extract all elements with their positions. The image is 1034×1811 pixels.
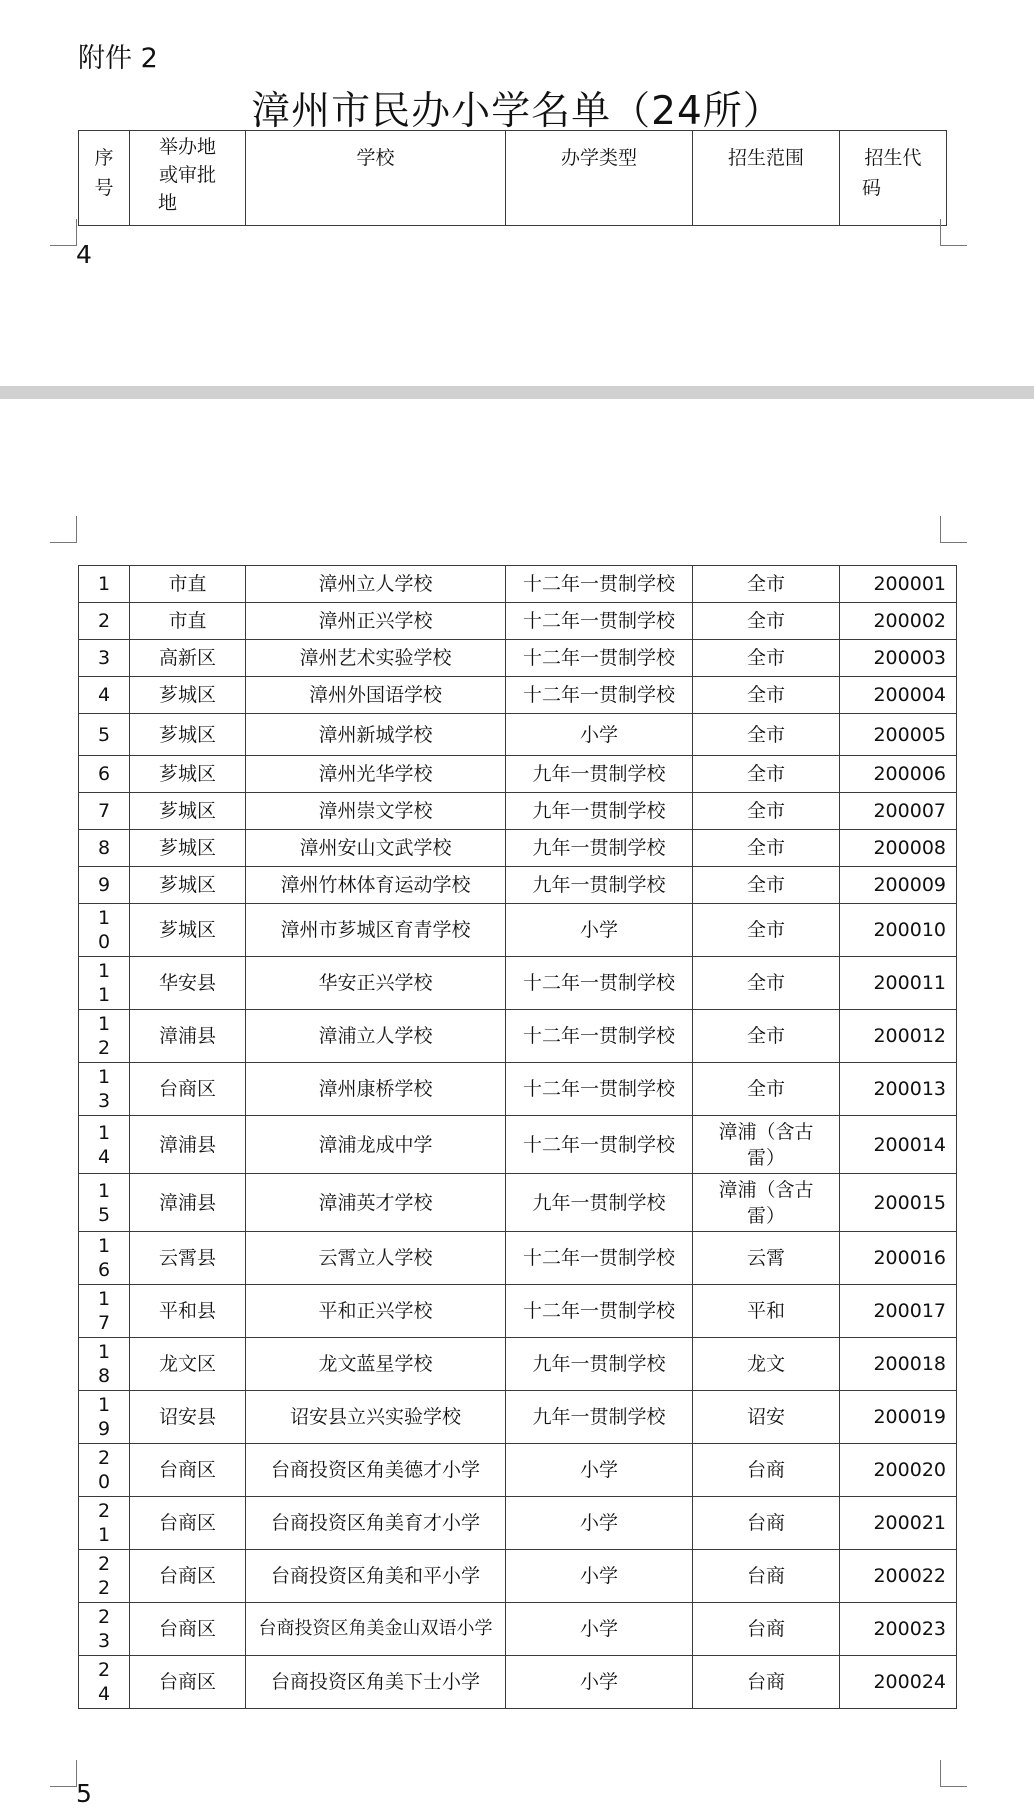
cell-seq: 4 bbox=[79, 677, 130, 714]
cell-code: 200021 bbox=[840, 1497, 957, 1550]
cell-range: 全市 bbox=[693, 1063, 840, 1116]
cell-location: 芗城区 bbox=[130, 793, 246, 830]
cell-school: 漳州光华学校 bbox=[246, 756, 506, 793]
cell-school: 华安正兴学校 bbox=[246, 957, 506, 1010]
cell-code: 200016 bbox=[840, 1232, 957, 1285]
table-row bbox=[79, 1063, 957, 1116]
cell-code: 200008 bbox=[840, 830, 957, 867]
table-row bbox=[79, 867, 957, 904]
table-row bbox=[79, 793, 957, 830]
cell-type: 小学 bbox=[506, 1497, 693, 1550]
cell-code: 200014 bbox=[840, 1116, 957, 1174]
cell-school: 漳州市芗城区育青学校 bbox=[246, 904, 506, 957]
cell-type: 十二年一贯制学校 bbox=[506, 640, 693, 677]
table-row bbox=[79, 1603, 957, 1656]
cell-type: 十二年一贯制学校 bbox=[506, 1063, 693, 1116]
cell-location: 芗城区 bbox=[130, 867, 246, 904]
cell-code: 200001 bbox=[840, 566, 957, 603]
attachment-label: 附件 2 bbox=[78, 43, 158, 74]
cell-range: 台商 bbox=[693, 1603, 840, 1656]
header-school: 学校 bbox=[246, 131, 506, 226]
cell-range: 全市 bbox=[693, 640, 840, 677]
cell-seq: 1 4 bbox=[79, 1116, 130, 1174]
cell-seq: 1 9 bbox=[79, 1391, 130, 1444]
cell-location: 台商区 bbox=[130, 1063, 246, 1116]
cell-school: 平和正兴学校 bbox=[246, 1285, 506, 1338]
cell-range: 全市 bbox=[693, 793, 840, 830]
cell-type: 九年一贯制学校 bbox=[506, 1338, 693, 1391]
cell-range: 台商 bbox=[693, 1656, 840, 1709]
cell-code: 200017 bbox=[840, 1285, 957, 1338]
page-corner-mark bbox=[940, 516, 967, 543]
cell-location: 华安县 bbox=[130, 957, 246, 1010]
cell-seq: 1 2 bbox=[79, 1010, 130, 1063]
table-row bbox=[79, 904, 957, 957]
cell-seq: 9 bbox=[79, 867, 130, 904]
cell-range: 台商 bbox=[693, 1550, 840, 1603]
cell-seq: 2 bbox=[79, 603, 130, 640]
cell-location: 高新区 bbox=[130, 640, 246, 677]
cell-school: 漳州康桥学校 bbox=[246, 1063, 506, 1116]
page-corner-mark bbox=[50, 219, 77, 246]
page-number: 4 bbox=[76, 240, 92, 269]
table-row bbox=[79, 603, 957, 640]
cell-code: 200015 bbox=[840, 1174, 957, 1232]
cell-type: 九年一贯制学校 bbox=[506, 830, 693, 867]
cell-type: 十二年一贯制学校 bbox=[506, 603, 693, 640]
table-row bbox=[79, 957, 957, 1010]
cell-school: 漳州崇文学校 bbox=[246, 793, 506, 830]
cell-school: 台商投资区角美德才小学 bbox=[246, 1444, 506, 1497]
page-corner-mark bbox=[940, 219, 967, 246]
cell-school: 漳州安山文武学校 bbox=[246, 830, 506, 867]
page-corner-mark bbox=[940, 1760, 967, 1787]
cell-range: 平和 bbox=[693, 1285, 840, 1338]
header-type: 办学类型 bbox=[506, 131, 693, 226]
header-seq: 序 号 bbox=[79, 131, 130, 226]
table-row bbox=[79, 1444, 957, 1497]
cell-code: 200013 bbox=[840, 1063, 957, 1116]
cell-type: 小学 bbox=[506, 1656, 693, 1709]
cell-school: 台商投资区角美和平小学 bbox=[246, 1550, 506, 1603]
cell-seq: 1 6 bbox=[79, 1232, 130, 1285]
header-row bbox=[79, 131, 947, 226]
cell-school: 漳州立人学校 bbox=[246, 566, 506, 603]
cell-seq: 3 bbox=[79, 640, 130, 677]
cell-range: 台商 bbox=[693, 1444, 840, 1497]
header-location: 举办地 或审批 地 bbox=[130, 131, 246, 226]
cell-type: 十二年一贯制学校 bbox=[506, 1010, 693, 1063]
table-row bbox=[79, 1338, 957, 1391]
cell-seq: 1 5 bbox=[79, 1174, 130, 1232]
cell-range: 诏安 bbox=[693, 1391, 840, 1444]
cell-seq: 1 8 bbox=[79, 1338, 130, 1391]
cell-code: 200022 bbox=[840, 1550, 957, 1603]
cell-code: 200012 bbox=[840, 1010, 957, 1063]
cell-seq: 6 bbox=[79, 756, 130, 793]
cell-location: 云霄县 bbox=[130, 1232, 246, 1285]
cell-seq: 5 bbox=[79, 714, 130, 756]
cell-type: 小学 bbox=[506, 1603, 693, 1656]
cell-type: 十二年一贯制学校 bbox=[506, 566, 693, 603]
cell-type: 十二年一贯制学校 bbox=[506, 1116, 693, 1174]
cell-code: 200010 bbox=[840, 904, 957, 957]
cell-type: 十二年一贯制学校 bbox=[506, 1285, 693, 1338]
cell-range: 云霄 bbox=[693, 1232, 840, 1285]
cell-location: 芗城区 bbox=[130, 756, 246, 793]
cell-code: 200018 bbox=[840, 1338, 957, 1391]
cell-range: 全市 bbox=[693, 677, 840, 714]
header-code: 招生代 码 bbox=[840, 131, 947, 226]
cell-code: 200024 bbox=[840, 1656, 957, 1709]
cell-range: 全市 bbox=[693, 566, 840, 603]
cell-range: 全市 bbox=[693, 957, 840, 1010]
cell-seq: 2 3 bbox=[79, 1603, 130, 1656]
cell-location: 龙文区 bbox=[130, 1338, 246, 1391]
cell-type: 小学 bbox=[506, 714, 693, 756]
cell-location: 芗城区 bbox=[130, 830, 246, 867]
cell-location: 平和县 bbox=[130, 1285, 246, 1338]
cell-school: 云霄立人学校 bbox=[246, 1232, 506, 1285]
cell-type: 九年一贯制学校 bbox=[506, 793, 693, 830]
cell-school: 漳浦立人学校 bbox=[246, 1010, 506, 1063]
cell-seq: 1 3 bbox=[79, 1063, 130, 1116]
cell-location: 台商区 bbox=[130, 1603, 246, 1656]
cell-location: 漳浦县 bbox=[130, 1010, 246, 1063]
cell-location: 漳浦县 bbox=[130, 1174, 246, 1232]
cell-type: 九年一贯制学校 bbox=[506, 867, 693, 904]
cell-location: 芗城区 bbox=[130, 714, 246, 756]
cell-type: 小学 bbox=[506, 1550, 693, 1603]
cell-range: 全市 bbox=[693, 714, 840, 756]
cell-type: 十二年一贯制学校 bbox=[506, 677, 693, 714]
table-row bbox=[79, 1550, 957, 1603]
cell-location: 台商区 bbox=[130, 1550, 246, 1603]
table-row bbox=[79, 1116, 957, 1174]
cell-seq: 2 0 bbox=[79, 1444, 130, 1497]
cell-code: 200011 bbox=[840, 957, 957, 1010]
cell-school: 漳州正兴学校 bbox=[246, 603, 506, 640]
cell-location: 诏安县 bbox=[130, 1391, 246, 1444]
cell-school: 台商投资区角美育才小学 bbox=[246, 1497, 506, 1550]
cell-school: 漳浦英才学校 bbox=[246, 1174, 506, 1232]
cell-type: 小学 bbox=[506, 904, 693, 957]
table-row bbox=[79, 640, 957, 677]
cell-range: 全市 bbox=[693, 830, 840, 867]
cell-location: 芗城区 bbox=[130, 904, 246, 957]
cell-school: 漳州竹林体育运动学校 bbox=[246, 867, 506, 904]
cell-code: 200019 bbox=[840, 1391, 957, 1444]
cell-seq: 1 0 bbox=[79, 904, 130, 957]
page-separator bbox=[0, 386, 1034, 399]
cell-code: 200009 bbox=[840, 867, 957, 904]
cell-code: 200020 bbox=[840, 1444, 957, 1497]
cell-type: 九年一贯制学校 bbox=[506, 1391, 693, 1444]
cell-range: 全市 bbox=[693, 756, 840, 793]
cell-school: 漳浦龙成中学 bbox=[246, 1116, 506, 1174]
cell-seq: 8 bbox=[79, 830, 130, 867]
table-row bbox=[79, 566, 957, 603]
cell-range: 全市 bbox=[693, 1010, 840, 1063]
header-table bbox=[78, 130, 947, 226]
cell-location: 市直 bbox=[130, 603, 246, 640]
cell-location: 台商区 bbox=[130, 1497, 246, 1550]
header-range: 招生范围 bbox=[693, 131, 840, 226]
cell-code: 200005 bbox=[840, 714, 957, 756]
cell-seq: 2 2 bbox=[79, 1550, 130, 1603]
page-number: 5 bbox=[76, 1779, 92, 1808]
cell-school: 漳州艺术实验学校 bbox=[246, 640, 506, 677]
cell-code: 200006 bbox=[840, 756, 957, 793]
table-row bbox=[79, 1010, 957, 1063]
table-row bbox=[79, 677, 957, 714]
cell-location: 台商区 bbox=[130, 1656, 246, 1709]
cell-type: 小学 bbox=[506, 1444, 693, 1497]
cell-seq: 1 1 bbox=[79, 957, 130, 1010]
cell-type: 九年一贯制学校 bbox=[506, 756, 693, 793]
cell-school: 诏安县立兴实验学校 bbox=[246, 1391, 506, 1444]
table-row bbox=[79, 1391, 957, 1444]
cell-range: 漳浦（含古雷） bbox=[693, 1116, 840, 1174]
cell-seq: 2 1 bbox=[79, 1497, 130, 1550]
cell-range: 龙文 bbox=[693, 1338, 840, 1391]
cell-school: 台商投资区角美金山双语小学 bbox=[246, 1603, 506, 1656]
cell-code: 200007 bbox=[840, 793, 957, 830]
page-title: 漳州市民办小学名单（24所） bbox=[251, 89, 783, 134]
cell-range: 台商 bbox=[693, 1497, 840, 1550]
cell-code: 200023 bbox=[840, 1603, 957, 1656]
cell-range: 漳浦（含古雷） bbox=[693, 1174, 840, 1232]
school-table bbox=[78, 565, 957, 1709]
cell-range: 全市 bbox=[693, 867, 840, 904]
cell-school: 龙文蓝星学校 bbox=[246, 1338, 506, 1391]
table-row bbox=[79, 1656, 957, 1709]
cell-code: 200003 bbox=[840, 640, 957, 677]
cell-seq: 1 bbox=[79, 566, 130, 603]
cell-seq: 1 7 bbox=[79, 1285, 130, 1338]
page-corner-mark bbox=[50, 516, 77, 543]
cell-code: 200004 bbox=[840, 677, 957, 714]
cell-range: 全市 bbox=[693, 603, 840, 640]
table-row bbox=[79, 1497, 957, 1550]
table-row bbox=[79, 756, 957, 793]
table-row bbox=[79, 1285, 957, 1338]
table-row bbox=[79, 714, 957, 756]
cell-school: 漳州新城学校 bbox=[246, 714, 506, 756]
cell-school: 台商投资区角美下士小学 bbox=[246, 1656, 506, 1709]
cell-location: 芗城区 bbox=[130, 677, 246, 714]
table-row bbox=[79, 1174, 957, 1232]
table-row bbox=[79, 830, 957, 867]
cell-location: 市直 bbox=[130, 566, 246, 603]
cell-type: 九年一贯制学校 bbox=[506, 1174, 693, 1232]
cell-seq: 2 4 bbox=[79, 1656, 130, 1709]
page-corner-mark bbox=[50, 1760, 77, 1787]
cell-location: 漳浦县 bbox=[130, 1116, 246, 1174]
cell-range: 全市 bbox=[693, 904, 840, 957]
cell-school: 漳州外国语学校 bbox=[246, 677, 506, 714]
cell-type: 十二年一贯制学校 bbox=[506, 957, 693, 1010]
table-row bbox=[79, 1232, 957, 1285]
cell-code: 200002 bbox=[840, 603, 957, 640]
cell-seq: 7 bbox=[79, 793, 130, 830]
cell-type: 十二年一贯制学校 bbox=[506, 1232, 693, 1285]
cell-location: 台商区 bbox=[130, 1444, 246, 1497]
